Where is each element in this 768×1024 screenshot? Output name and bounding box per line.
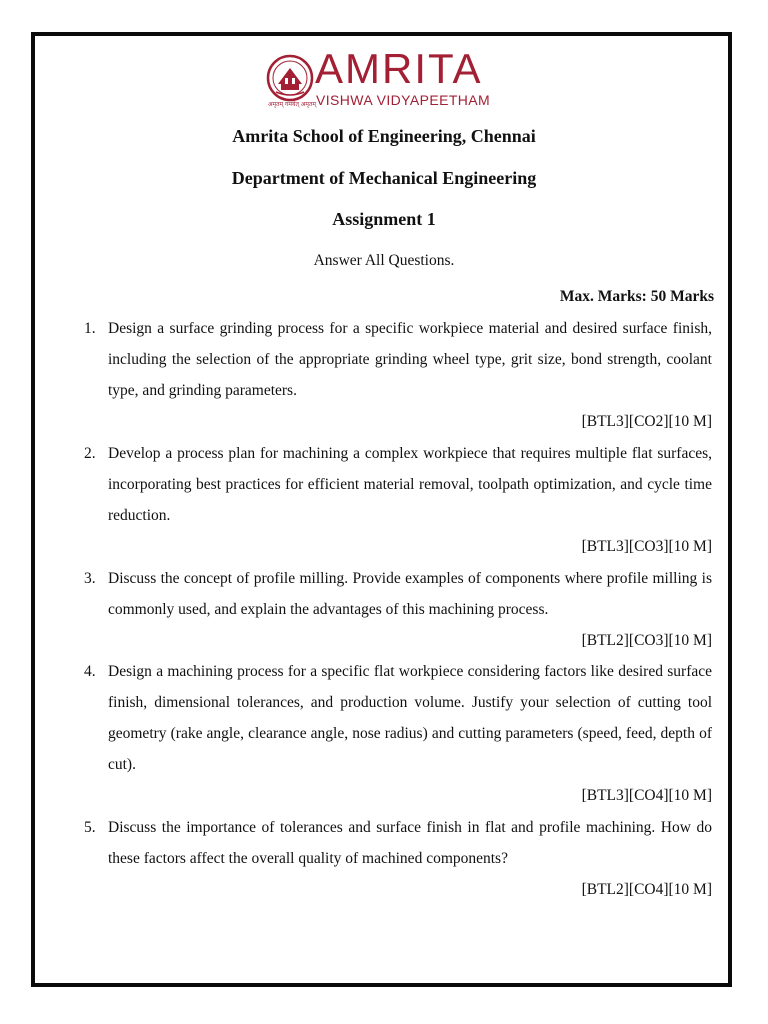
question-tag: [BTL3][CO4][10 M] bbox=[581, 787, 712, 804]
question-number: 4. bbox=[84, 663, 96, 680]
question-tag: [BTL3][CO3][10 M] bbox=[581, 538, 712, 555]
logo-tagline: अमृतम् गमयेत् अमृतम् bbox=[267, 101, 317, 108]
question-text: Design a machining process for a specific flat workpiece considering factors like desired surface finish, dimensional tolerances, and production volume. Justify your selection of cutting tool geometry (rake angle, clearance angle, nose radius) and cutting parameters (speed, feed, depth of cut). bbox=[108, 663, 712, 773]
question-item bbox=[84, 563, 712, 656]
max-marks: Max. Marks: 50 Marks bbox=[559, 288, 714, 305]
question-text: Discuss the concept of profile milling. Provide examples of components where profile milling is commonly used, and explain the advantages of this machining process. bbox=[108, 570, 712, 618]
logo-brand-name: AMRITA bbox=[315, 45, 483, 92]
question-item bbox=[84, 812, 712, 905]
question-tag: [BTL2][CO3][10 M] bbox=[581, 632, 712, 649]
assignment-title: Assignment 1 bbox=[332, 209, 436, 229]
instruction-text: Answer All Questions. bbox=[313, 252, 455, 269]
question-number: 2. bbox=[84, 445, 96, 462]
school-name: Amrita School of Engineering, Chennai bbox=[232, 126, 536, 146]
question-number: 1. bbox=[84, 320, 96, 337]
logo-subtitle: VISHWA VIDYAPEETHAM bbox=[316, 92, 491, 108]
department-name: Department of Mechanical Engineering bbox=[231, 168, 537, 188]
question-text: Develop a process plan for machining a complex workpiece that requires multiple flat surfaces, incorporating best practices for efficient material removal, toolpath optimization, and cycle time reduction. bbox=[108, 445, 712, 524]
question-text: Discuss the importance of tolerances and surface finish in flat and profile machining. How do these factors affect the overall quality of machined components? bbox=[108, 819, 712, 867]
question-item bbox=[84, 656, 712, 811]
question-text: Design a surface grinding process for a specific workpiece material and desired surface finish, including the selection of the appropriate grinding wheel type, grit size, bond strength, coolant type, and grinding parameters. bbox=[108, 320, 712, 399]
question-item bbox=[84, 438, 712, 562]
question-item bbox=[84, 313, 712, 437]
university-emblem-icon bbox=[266, 54, 314, 102]
amrita-logo bbox=[0, 45, 768, 114]
question-number: 5. bbox=[84, 819, 96, 836]
question-tag: [BTL2][CO4][10 M] bbox=[581, 881, 712, 898]
question-tag: [BTL3][CO2][10 M] bbox=[581, 413, 712, 430]
question-number: 3. bbox=[84, 570, 96, 587]
